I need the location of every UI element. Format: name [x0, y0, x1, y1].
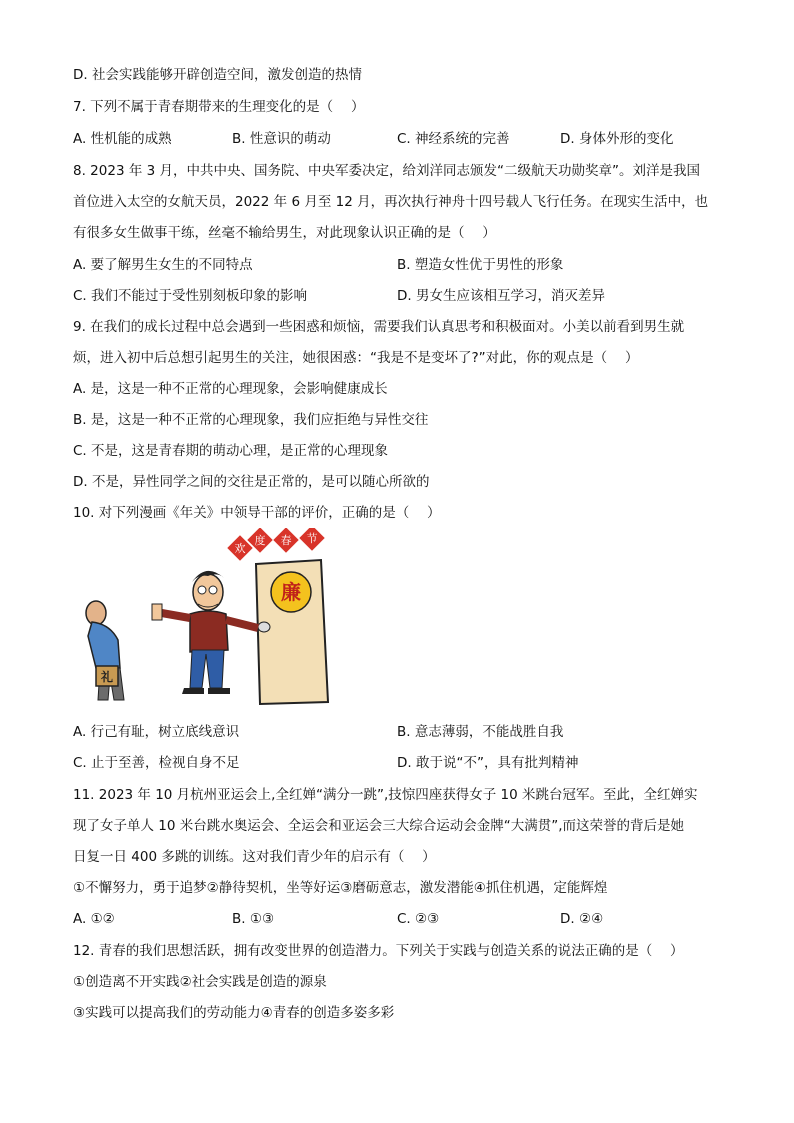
q9-option-b: B. 是，这是一种不正常的心理现象，我们应拒绝与异性交往 [73, 412, 429, 428]
q10-option-d: D. 敢于说“不”，具有批判精神 [397, 755, 579, 771]
q10-option-a: A. 行己有耻，树立底线意识 [73, 724, 240, 740]
q11-option-a: A. ①② [73, 911, 115, 927]
q9-stem-1: 9. 在我们的成长过程中总会遇到一些困惑和烦恼，需要我们认真思考和积极面对。小美以前看到男生就 [73, 319, 685, 335]
q9-stem-2: 烦，进入初中后总想引起男生的关注，她很困惑：“我是不是变坏了?”对此，你的观点是（ ） [73, 350, 639, 366]
banner-char-3: 春 [280, 534, 292, 547]
q7-stem: 7. 下列不属于青春期带来的生理变化的是（ ） [73, 99, 365, 115]
visitor-figure [86, 601, 124, 700]
q11-option-c: C. ②③ [397, 911, 440, 927]
q7-option-b: B. 性意识的萌动 [232, 131, 331, 147]
q7-option-d: D. 身体外形的变化 [560, 131, 674, 147]
q12-stem: 12. 青春的我们思想活跃，拥有改变世界的创造潜力。下列关于实践与创造关系的说法正确的是（ ） [73, 943, 684, 959]
q8-option-b: B. 塑造女性优于男性的形象 [397, 257, 564, 273]
q11-option-b: B. ①③ [232, 911, 275, 927]
q10-option-b: B. 意志薄弱，不能战胜自我 [397, 724, 564, 740]
q9-option-d: D. 不是，异性同学之间的交往是正常的，是可以随心所欲的 [73, 474, 430, 490]
q11-stem-2: 现了女子单人 10 米台跳水奥运会、全运会和亚运会三大综合运动会金牌“大满贯”,而这荣誉的背后是她 [73, 818, 685, 834]
q12-statements-2: ③实践可以提高我们的劳动能力④青春的创造多姿多彩 [73, 1005, 395, 1021]
q10-stem: 10. 对下列漫画《年关》中领导干部的评价，正确的是（ ） [73, 505, 441, 521]
q9-option-a: A. 是，这是一种不正常的心理现象，会影响健康成长 [73, 381, 388, 397]
q9-option-c: C. 不是，这是青春期的萌动心理，是正常的心理现象 [73, 443, 389, 459]
q11-stem-1: 11. 2023 年 10 月杭州亚运会上,全红婵“满分一跳”,技惊四座获得女子 10 米跳台冠军。至此，全红婵实 [73, 787, 698, 803]
q10-option-c: C. 止于至善，检视自身不足 [73, 755, 240, 771]
q12-statements-1: ①创造离不开实践②社会实践是创造的源泉 [73, 974, 327, 990]
q8-stem-1: 8. 2023 年 3 月，中共中央、国务院、中央军委决定，给刘洋同志颁发“二级航天功勋奖章”。刘洋是我国 [73, 163, 700, 179]
q8-option-d: D. 男女生应该相互学习，消灭差异 [397, 288, 605, 304]
q8-stem-2: 首位进入太空的女航天员，2022 年 6 月至 12 月，再次执行神舟十四号载人飞行任务。在现实生活中，也 [73, 194, 709, 210]
q6-option-d: D. 社会实践能够开辟创造空间，激发创造的热情 [73, 67, 362, 83]
banner-char-1: 欢 [234, 542, 246, 555]
banner-char-2: 度 [254, 534, 266, 547]
door-sign-text: 廉 [281, 580, 301, 604]
q11-option-d: D. ②④ [560, 911, 604, 927]
q7-option-c: C. 神经系统的完善 [397, 131, 510, 147]
q8-option-a: A. 要了解男生女生的不同特点 [73, 257, 253, 273]
banner [227, 528, 324, 561]
q7-option-a: A. 性机能的成熟 [73, 131, 172, 147]
cartoon-nianguan [78, 528, 333, 708]
q11-stem-3: 日复一日 400 多跳的训练。这对我们青少年的启示有（ ） [73, 849, 436, 865]
q11-statements: ①不懈努力，勇于追梦②静待契机，坐等好运③磨砺意志，激发潜能④抓住机遇，定能辉煌 [73, 880, 608, 896]
q8-option-c: C. 我们不能过于受性别刻板印象的影响 [73, 288, 308, 304]
q8-stem-3: 有很多女生做事干练，丝毫不输给男生，对此现象认识正确的是（ ） [73, 225, 496, 241]
banner-char-4: 节 [306, 532, 318, 545]
official-figure [152, 571, 258, 694]
gift-label: 礼 [100, 670, 114, 684]
